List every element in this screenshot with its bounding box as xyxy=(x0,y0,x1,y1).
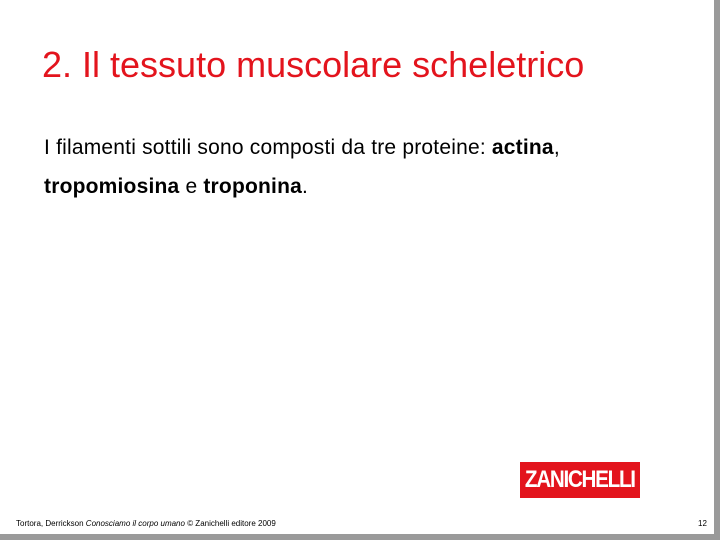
zanichelli-logo xyxy=(520,462,640,498)
body-separator: , xyxy=(553,136,560,159)
footer-book-title: Conosciamo il corpo umano xyxy=(85,519,185,528)
term-tropomiosina: tropomiosina xyxy=(44,175,180,198)
slide-title: 2. Il tessuto muscolare scheletrico xyxy=(42,44,585,85)
body-conjunction: e xyxy=(179,175,204,198)
footer-authors: Tortora, Derrickson xyxy=(16,519,86,528)
body-intro: I filamenti sottili sono composti da tre proteine: xyxy=(44,136,492,159)
page-number: 12 xyxy=(698,519,707,528)
body-period: . xyxy=(301,175,309,198)
term-actina: actina xyxy=(491,136,554,159)
footer-citation xyxy=(16,519,276,528)
logo-text: ZANICHELLI xyxy=(525,466,635,493)
footer-publisher: © Zanichelli editore 2009 xyxy=(184,519,276,528)
body-paragraph xyxy=(44,128,664,206)
term-troponina: troponina xyxy=(203,175,302,198)
